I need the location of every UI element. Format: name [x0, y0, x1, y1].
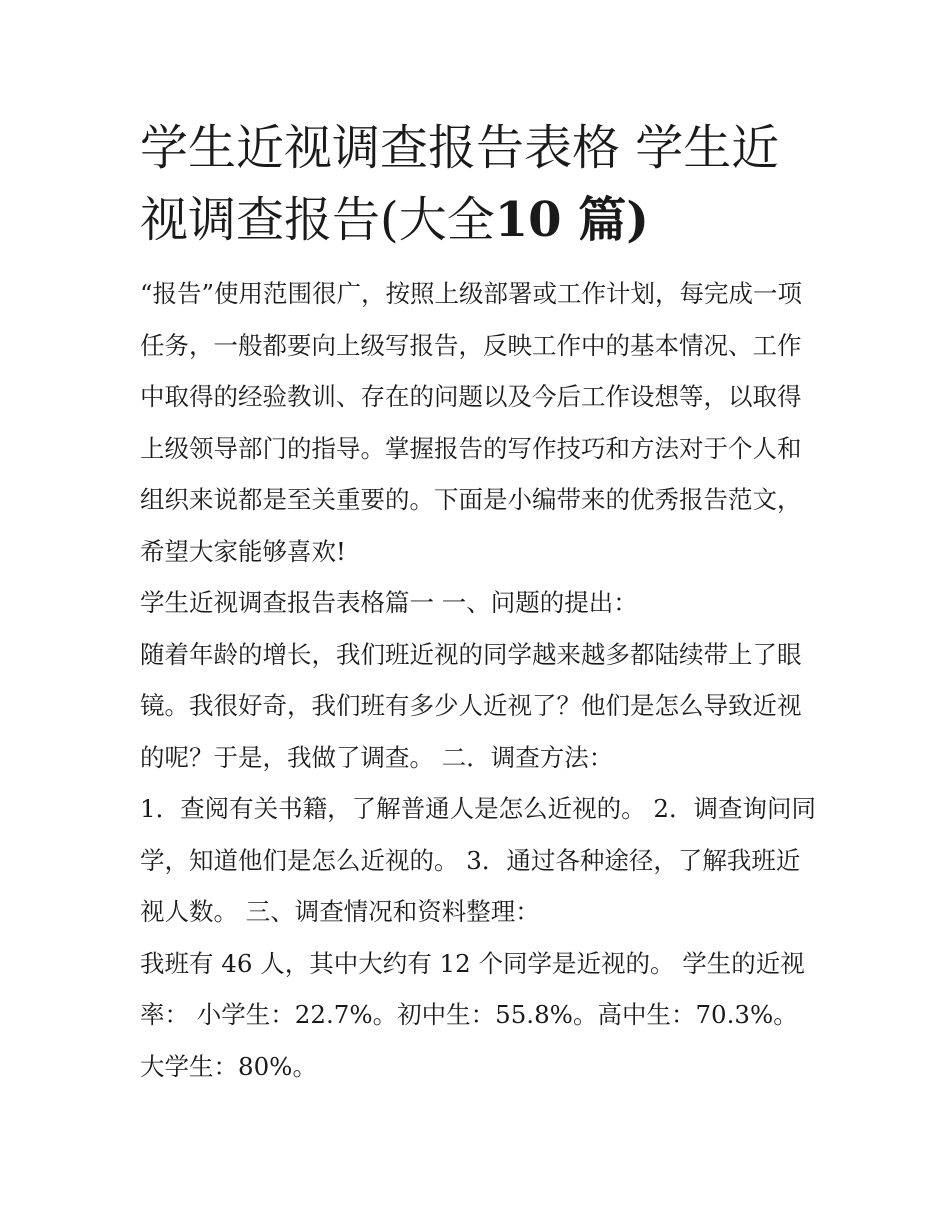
title-number: 10: [494, 192, 562, 248]
section-heading-paragraph: 学生近视调查报告表格篇一 一、问题的提出：: [140, 588, 638, 617]
document-page: [140, 112, 820, 1092]
survey-result-paragraph: 我班有 46 人，其中大约有 12 个同学是近视的。 学生的近视率： 小学生：22.7%。初中生：55.8%。高中生：70.3%。大学生：80%。: [140, 948, 805, 1081]
document-title: [140, 112, 820, 256]
document-body: [140, 268, 820, 1092]
title-suffix: 篇): [561, 192, 649, 248]
intro-paragraph: “报告”使用范围很广，按照上级部署或工作计划，每完成一项任务，一般都要向上级写报告，反映工作中的基本情况、工作中取得的经验教训、存在的问题以及今后工作设想等，以取得上级领导部门的指导。掌握报告的写作技巧和方法对于个人和组织来说都是至关重要的。下面是小编带来的优秀报告范文，希望大家能够喜欢!: [140, 279, 803, 566]
method-paragraph: 1．查阅有关书籍，了解普通人是怎么近视的。 2．调查询问同学，知道他们是怎么近视的。 3．通过各种途径，了解我班近视人数。 三、调查情况和资料整理：: [140, 794, 816, 926]
problem-paragraph: 随着年龄的增长，我们班近视的同学越来越多都陆续带上了眼镜。我很好奇，我们班有多少人近视了？他们是怎么导致近视的呢？于是，我做了调查。 二．调查方法：: [140, 639, 802, 772]
title-text: 学生近视调查报告表格 学生近视调查报告(大全: [140, 120, 780, 248]
